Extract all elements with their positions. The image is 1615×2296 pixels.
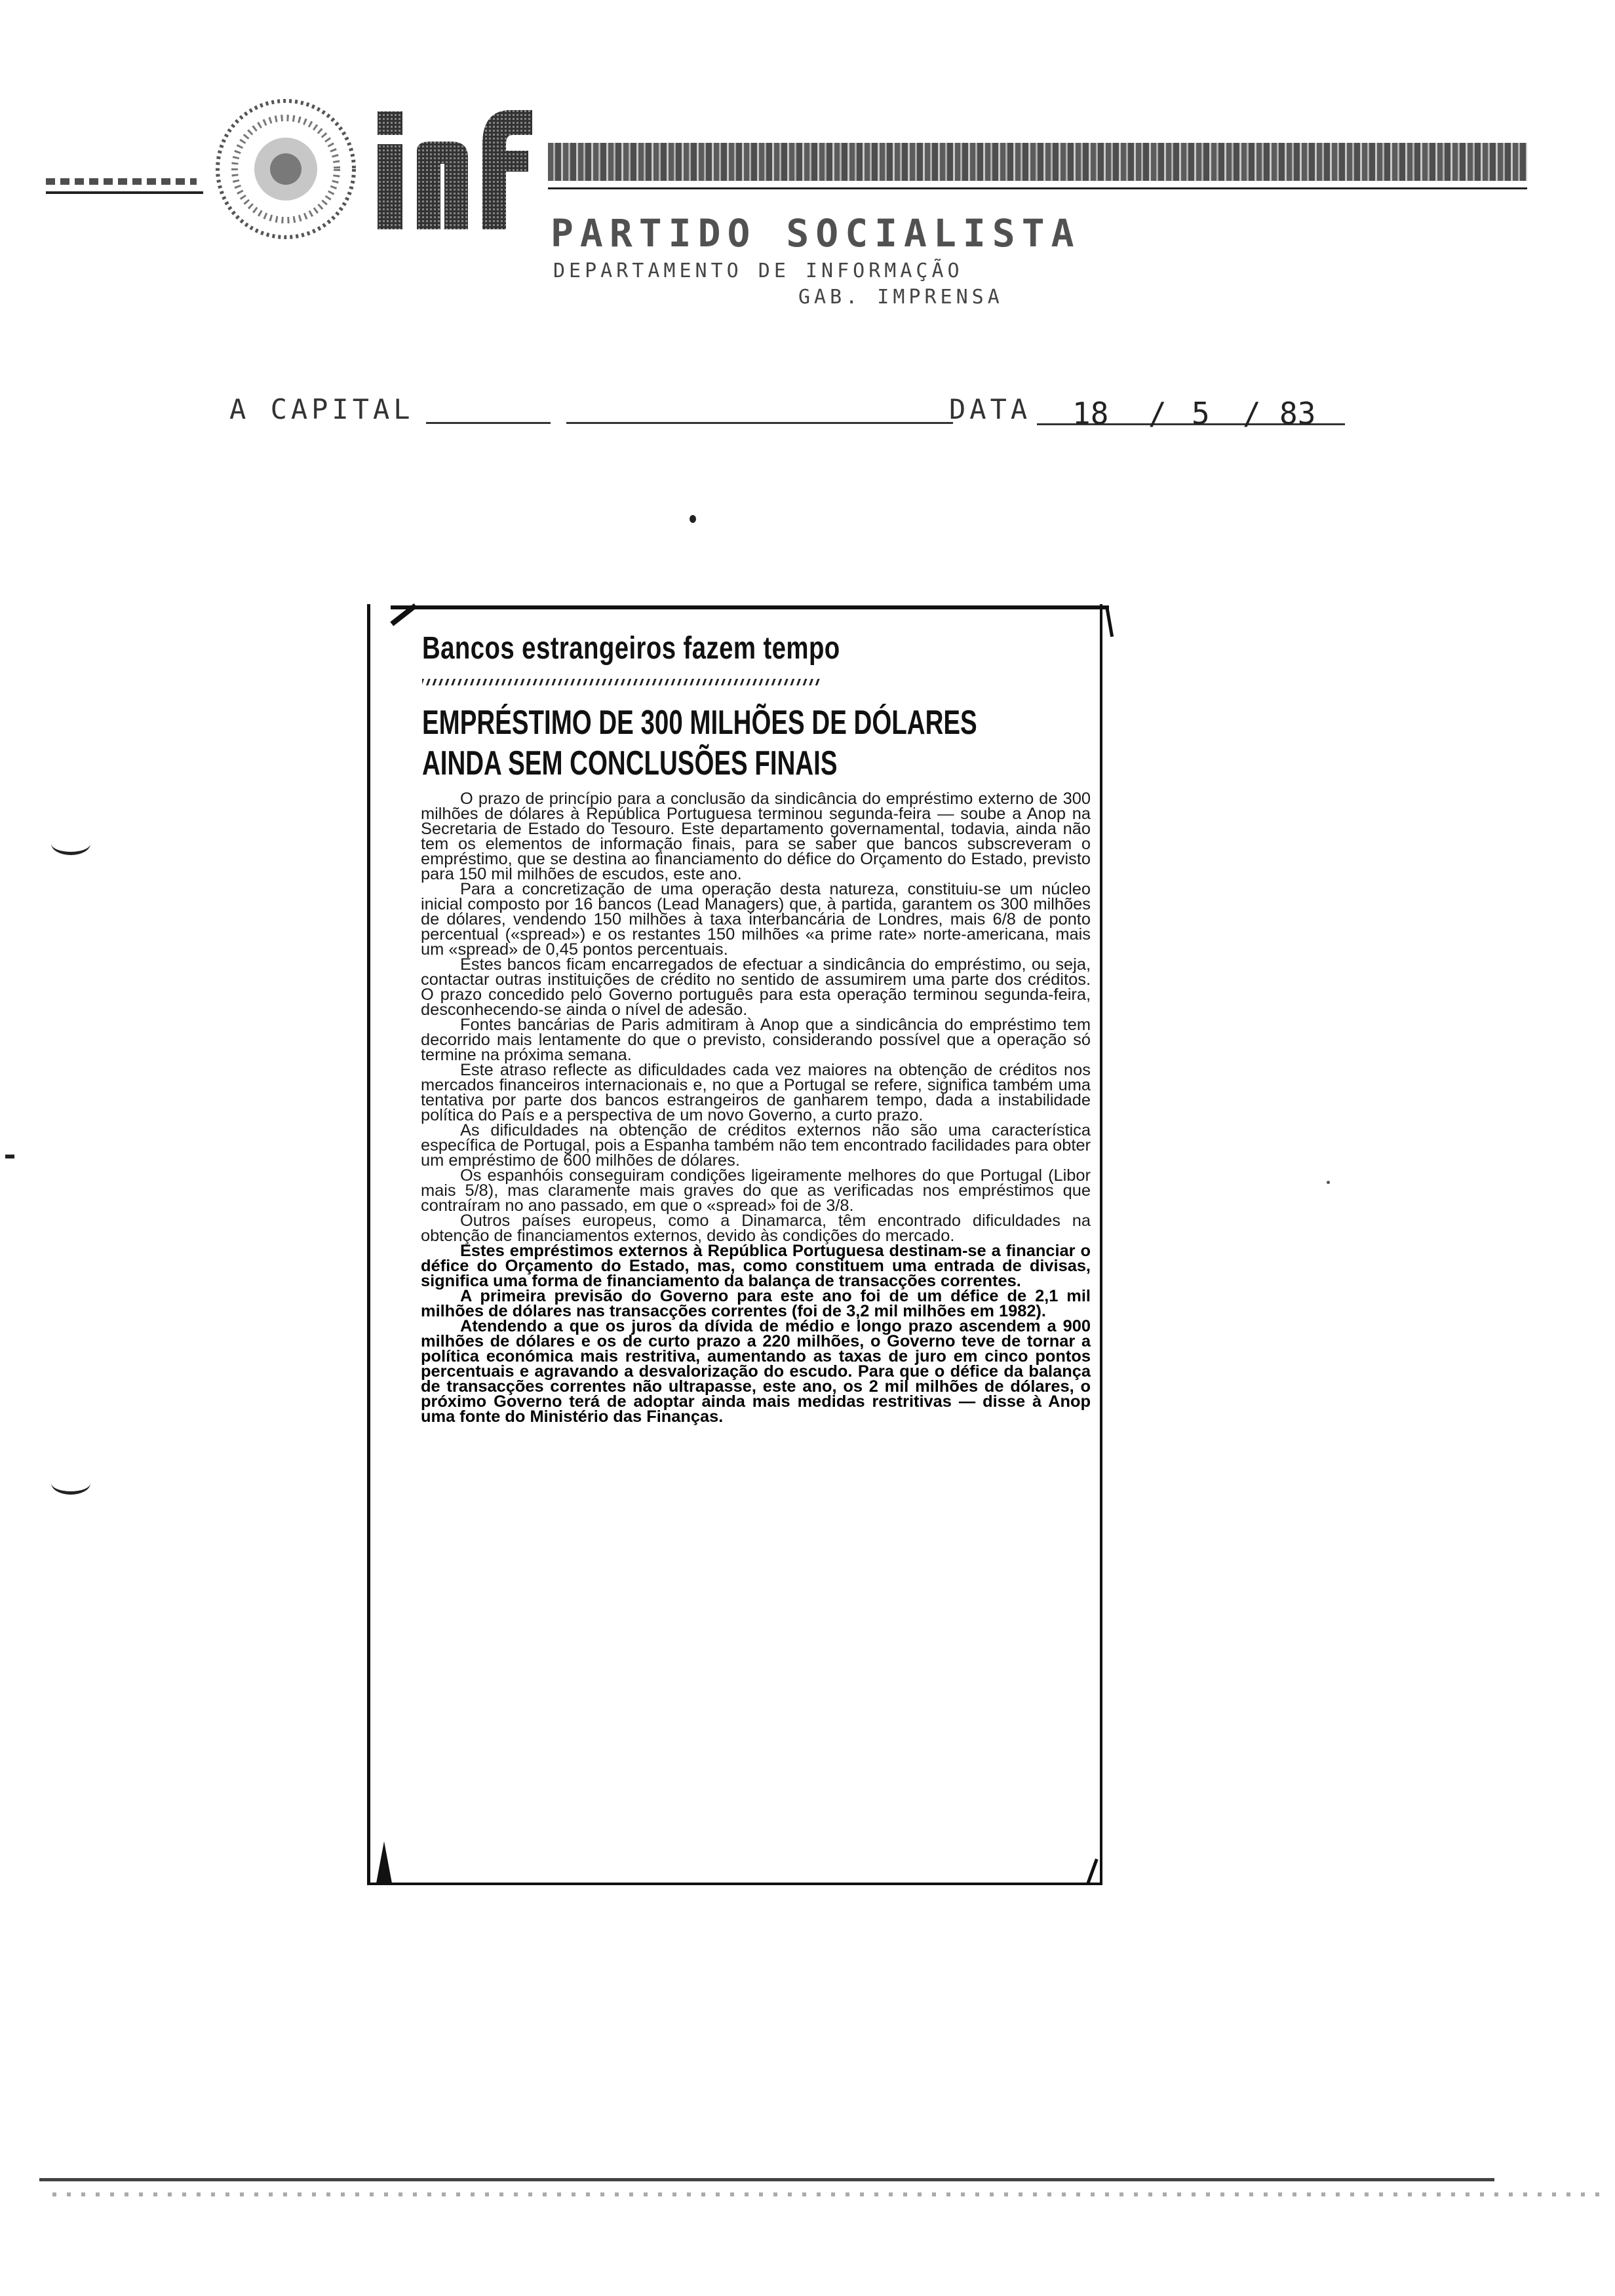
article-paragraph: O prazo de princípio para a conclusão da sindicância do empréstimo externo de 300 milhões de dólares à República Portuguesa terminou segunda-feira — soube a Anop na Secretaria de Estado do Tesouro. Este departamento governamental, todavia, ainda não tem os elementos de informação finais, para se saber que bancos subscreveram o empréstimo, que se destina ao financiamento do défice do Orçamento do Estado, previsto para 150 mil milhões de escudos, este ano. bbox=[421, 790, 1091, 883]
stray-mark bbox=[690, 515, 696, 523]
department-name: DEPARTAMENTO DE INFORMAÇÃO bbox=[553, 259, 963, 282]
headline-line-2: AINDA SEM CONCLUSÕES FINAIS bbox=[422, 744, 838, 782]
date-separator-2: / bbox=[1243, 396, 1261, 431]
date-separator-1: / bbox=[1148, 396, 1167, 431]
source-publication: A CAPITAL bbox=[229, 393, 414, 425]
article-paragraph: Para a concretização de uma operação desta natureza, constituiu-se um núcleo inicial composto por 16 bancos (Lead Managers) que, à partida, garantem os 300 milhões de dólares, vendendo 150 milhões à taxa interbancária de Londres, mais 6/8 de ponto percentual («spread») e os restantes 150 milhões «a prime rate» norte-americana, mais um «spread» de 0,45 pontos percentuais. bbox=[421, 880, 1091, 959]
headline-line-1: EMPRÉSTIMO DE 300 MILHÕES DE DÓLARES bbox=[422, 704, 977, 742]
article-paragraph: Fontes bancárias de Paris admitiram à Anop que a sindicância do empréstimo tem decorrido mais lentamente do que o previsto, considerando possível que a operação só termine na próxima semana. bbox=[421, 1016, 1091, 1064]
punch-hole-mark bbox=[51, 832, 90, 855]
stray-mark bbox=[1327, 1181, 1330, 1184]
clipping-top-edge bbox=[391, 605, 1109, 609]
article-body bbox=[421, 792, 1091, 1425]
article-paragraph: Este atraso reflecte as dificuldades cada vez maiores na obtenção de créditos nos mercados financeiros internacionais e, no que a Portugal se refere, significa também uma tentativa por parte dos bancos estrangeiros de ganharem tempo, dada a instabilidade política do País e a perspectiva de um novo Governo, a curto prazo. bbox=[421, 1061, 1091, 1124]
date-day: 18 bbox=[1072, 396, 1109, 431]
date-label: DATA bbox=[949, 393, 1032, 425]
date-year: 83 bbox=[1279, 396, 1316, 431]
punch-hole-mark bbox=[51, 1472, 90, 1495]
clipping-corner-wedge bbox=[376, 1841, 392, 1883]
bottom-dots bbox=[52, 2192, 1599, 2196]
organization-name: PARTIDO SOCIALISTA bbox=[551, 211, 1081, 256]
party-seal-icon bbox=[208, 92, 363, 246]
letterhead-dots-left bbox=[46, 178, 197, 185]
article-paragraph: Estes bancos ficam encarregados de efectuar a sindicância do empréstimo, ou seja, contactar outras instituições de crédito no sentido de assumirem uma parte dos créditos. O prazo concedido pelo Governo português para esta operação terminou segunda-feira, desconhecendo-se ainda o nível de adesão. bbox=[421, 955, 1091, 1019]
date-month: 5 bbox=[1192, 396, 1210, 431]
office-name: GAB. IMPRENSA bbox=[798, 286, 1003, 309]
inf-logo-icon bbox=[371, 98, 539, 236]
article-paragraph: A primeira previsão do Governo para este ano foi de um défice de 2,1 mil milhões de dólares nas transacções correntes (foi de 3,2 mil milhões em 1982). bbox=[421, 1287, 1091, 1320]
clipping-corner-mark-right bbox=[1105, 605, 1114, 637]
letterhead-rule-right bbox=[548, 187, 1527, 189]
letterhead-stripe bbox=[548, 143, 1527, 181]
source-field-line-2 bbox=[566, 422, 953, 424]
article-paragraph: As dificuldades na obtenção de créditos externos não são uma característica específica de Portugal, pois a Espanha também não tem encontrado facilidades para obter um empréstimo de 600 milhões de dólares. bbox=[421, 1121, 1091, 1170]
kicker-underline bbox=[422, 679, 821, 685]
article-paragraph: Os espanhóis conseguiram condições ligeiramente melhores do que Portugal (Libor mais 5/8), mas claramente mais graves do que as verificadas nos empréstimos que contraíram no ano passado, em que o «spread» foi de 3/8. bbox=[421, 1166, 1091, 1215]
letterhead-rule-left bbox=[46, 191, 203, 194]
bottom-rule bbox=[39, 2178, 1494, 2181]
article-headline bbox=[422, 702, 977, 784]
source-field-line bbox=[426, 422, 551, 424]
article-kicker: Bancos estrangeiros fazem tempo bbox=[422, 631, 840, 666]
article-paragraph: Atendendo a que os juros da dívida de médio e longo prazo ascendem a 900 milhões de dólares e os de curto prazo a 220 milhões, o Governo teve de tornar a política económica mais restritiva, aumentando as taxas de juro em cinco pontos percentuais e agravando a desvalorização do escudo. Para que o défice da balança de transacções correntes não ultrapasse, este ano, os 2 mil milhões de dólares, o próximo Governo terá de adoptar ainda mais medidas restritivas — disse à Anop uma fonte do Ministério das Finanças. bbox=[421, 1317, 1091, 1426]
article-paragraph: Outros países europeus, como a Dinamarca, têm encontrado dificuldades na obtenção de financiamentos externos, devido às condições do mercado. bbox=[421, 1212, 1091, 1245]
article-paragraph: Estes empréstimos externos à República Portuguesa destinam-se a financiar o défice do Orçamento do Estado, mas, como constituem uma entrada de divisas, significa uma forma de financiamento da balança de transacções correntes. bbox=[421, 1242, 1091, 1290]
stray-mark bbox=[5, 1155, 14, 1158]
